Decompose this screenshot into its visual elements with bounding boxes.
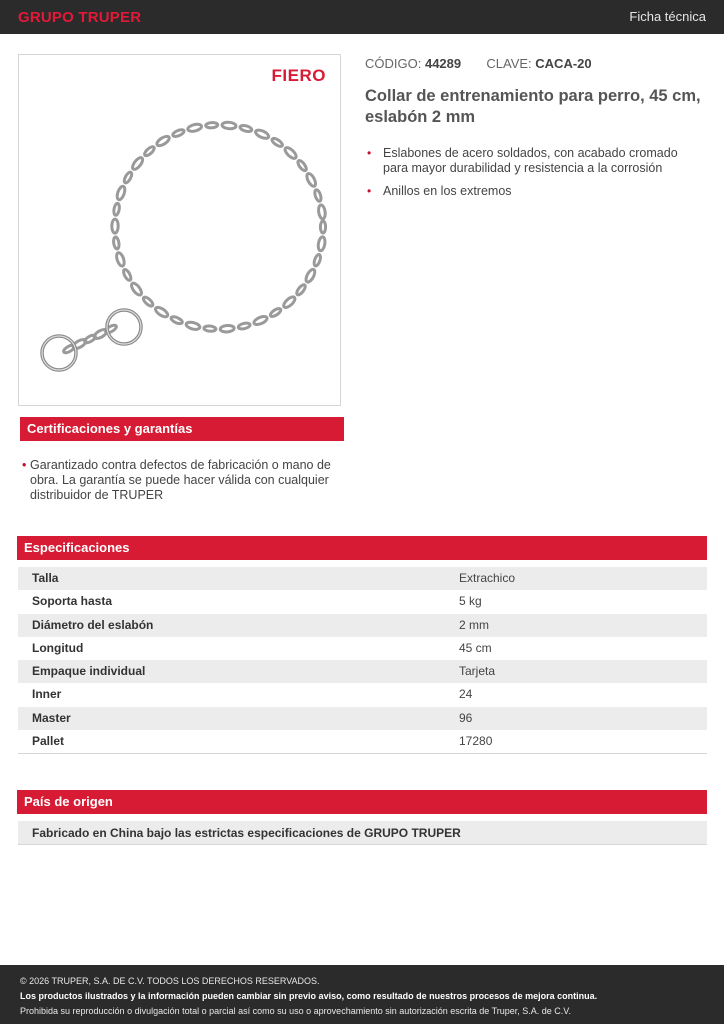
chain-link: [313, 254, 322, 267]
spec-key: Soporta hasta: [32, 594, 113, 609]
chain-link: [305, 172, 317, 187]
product-title: Collar de entrenamiento para perro, 45 cm, eslabón 2 mm: [365, 87, 701, 126]
chain-link: [295, 283, 306, 296]
chain-link: [271, 137, 284, 148]
fiero-logo: FIERO: [271, 66, 326, 85]
table-row: [18, 660, 707, 683]
spec-value: 5 kg: [459, 594, 482, 609]
origin-text: Fabricado en China bajo las estrictas especificaciones de GRUPO TRUPER: [18, 821, 707, 845]
spec-key: Inner: [32, 687, 62, 702]
spec-value: 24: [459, 687, 473, 702]
chain-link: [187, 123, 202, 132]
chain-link: [254, 128, 269, 140]
spec-key: Longitud: [32, 640, 84, 655]
chain-link: [115, 252, 126, 267]
chain-link: [122, 268, 132, 281]
chain-link: [170, 315, 183, 325]
chain-collar-illustration: [19, 55, 342, 407]
code-value: 44289: [424, 56, 462, 71]
origin-heading: País de origen: [17, 790, 707, 814]
chain-link: [204, 325, 216, 331]
table-row: [18, 683, 707, 706]
chain-link: [314, 189, 323, 202]
key-label: CLAVE:: [486, 56, 532, 71]
key-value: CACA-20: [535, 56, 592, 71]
spec-value: 17280: [459, 734, 493, 749]
specifications-heading: Especificaciones: [17, 536, 707, 560]
table-row: [18, 614, 707, 637]
spec-key: Talla: [32, 571, 59, 585]
chain-link: [154, 306, 169, 319]
spec-value: 2 mm: [459, 617, 489, 632]
spec-value: Extrachico: [459, 571, 516, 585]
chain-link: [283, 146, 298, 160]
chain-link: [131, 156, 145, 171]
document-type: Ficha técnica: [629, 9, 706, 24]
chain-link: [206, 122, 218, 128]
certifications-text: [22, 458, 342, 503]
table-row: [18, 567, 707, 590]
feature-list: [365, 146, 695, 207]
disclaimer-text: Los productos ilustrados y la información pueden cambiar sin previo aviso, como resultado de nuestros procesos de mejora continua.: [20, 991, 598, 1001]
spec-key: Master: [32, 710, 71, 725]
table-row: [18, 590, 707, 613]
code-label: CÓDIGO:: [365, 56, 422, 71]
feature-item: • Anillos en los extremos: [365, 184, 695, 199]
chain-link: [282, 295, 297, 309]
chain-link: [239, 124, 252, 132]
product-image: [18, 54, 341, 406]
feature-item: • Eslabones de acero soldados, con acabado cromado para mayor durabilidad y resistencia a la corrosión: [365, 146, 695, 176]
table-row: [18, 730, 707, 753]
product-codes: [365, 56, 592, 71]
chain-link: [317, 236, 326, 251]
legal-text: Prohibida su reproducción o divulgación total o parcial así como su uso o aprovechamiento sin autorización escrita de Truper, S.A. de C.V.: [20, 1006, 571, 1016]
chain-link: [113, 203, 120, 216]
chain-link: [296, 159, 307, 172]
chain-link: [222, 122, 237, 130]
bullet-icon: •: [22, 458, 27, 472]
chain-link: [220, 325, 234, 332]
table-divider: [18, 753, 707, 754]
copyright-text: © 2026 TRUPER, S.A. DE C.V. TODOS LOS DERECHOS RESERVADOS.: [20, 976, 320, 986]
spec-value: 45 cm: [459, 640, 492, 655]
spec-value: Tarjeta: [459, 664, 496, 679]
chain-link: [155, 135, 170, 148]
spec-value: 96: [459, 710, 473, 725]
chain-link: [113, 237, 120, 250]
chain-link: [123, 171, 133, 184]
table-row: [18, 707, 707, 730]
chain-link: [185, 321, 200, 331]
chain-link: [318, 205, 326, 220]
spec-key: Empaque individual: [32, 664, 146, 679]
specifications-table: [18, 567, 707, 754]
chain-link: [238, 322, 251, 330]
chain-link: [320, 221, 325, 233]
chain-link: [116, 185, 127, 200]
chain-link: [112, 219, 119, 233]
chain-link: [253, 315, 268, 326]
top-bar: [0, 0, 724, 34]
chain-link: [130, 282, 144, 297]
chain-link: [269, 307, 282, 318]
chain-link: [143, 145, 155, 157]
chain-link: [172, 128, 185, 137]
warranty-text: Garantizado contra defectos de fabricación o mano de obra. La garantía se puede hacer válida con cualquier distribuidor de TRUPER: [30, 458, 331, 502]
certifications-heading: Certificaciones y garantías: [20, 417, 344, 441]
chain-link: [304, 268, 316, 283]
spec-key: Pallet: [32, 734, 65, 749]
table-row: [18, 637, 707, 660]
brand-logo: GRUPO TRUPER: [18, 9, 142, 26]
footer: [0, 965, 724, 1024]
chain-link: [142, 296, 154, 308]
spec-key: Diámetro del eslabón: [32, 617, 154, 632]
